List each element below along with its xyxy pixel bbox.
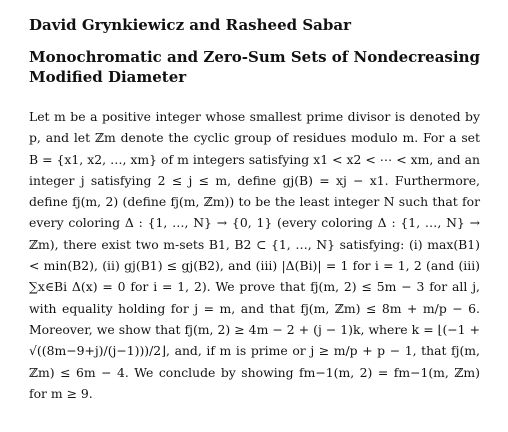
author-list: David Grynkiewicz and Rasheed Sabar <box>29 16 351 34</box>
paper-title: Monochromatic and Zero-Sum Sets of Nondecreasing Modified Diameter <box>29 48 480 86</box>
abstract-paragraph: Let m be a positive integer whose smallest prime divisor is denoted by p, and let ℤm denote the cyclic group of residues modulo m. For a set B = {x1, x2, …, xm} of m integers satisfying x1 < x2 < ⋯ < xm, and an integer j satisfying 2 ≤ j ≤ m, define gj(B) = xj − x1. Furthermore, define fj(m, 2) (define fj(m, ℤm)) to be the least integer N such that for every coloring Δ : {1, …, N} → {0, 1} (every coloring Δ : {1, …, N} → ℤm), there exist two m-sets B1, B2 ⊂ {1, …, N} satisfying: (i) max(B1) < min(B2), (ii) gj(B1) ≤ gj(B2), and (iii) |Δ(Bi)| = 1 for i = 1, 2 (and (iii) ∑x∈Bi Δ(x) = 0 for i = 1, 2). We prove that fj(m, 2) ≤ 5m − 3 for all j, with equality holding for j = m, and that fj(m, ℤm) ≤ 8m + m/p − 6. Moreover, we show that fj(m, 2) ≥ 4m − 2 + (j − 1)k, where k = ⌊(−1 + √((8m−9+j)/(j−1)))/2⌋, and, if m is prime or j ≥ m/p + p − 1, that fj(m, ℤm) ≤ 6m − 4. We conclude by showing fm−1(m, 2) = fm−1(m, ℤm) for m ≥ 9. <box>29 109 480 401</box>
